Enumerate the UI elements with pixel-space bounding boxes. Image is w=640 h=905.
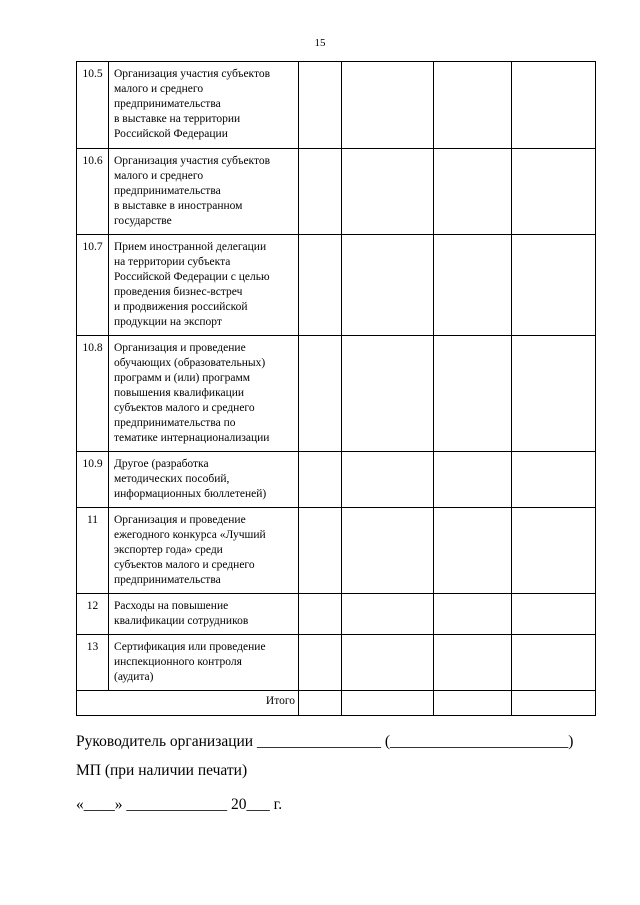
table-row: [77, 149, 596, 235]
description-line: методических пособий,: [114, 473, 230, 485]
row-number: 10.6: [77, 149, 109, 235]
table-row: [77, 508, 596, 594]
description-line: Организация и проведение: [114, 342, 246, 354]
head-signature-line: [76, 733, 573, 751]
row-description: [109, 336, 299, 452]
table-cell-empty: [512, 691, 596, 716]
head-name-blank: (_______________________): [384, 733, 574, 750]
date-line: «____» _____________ 20___ г.: [76, 796, 283, 813]
row-number: 10.5: [77, 62, 109, 149]
cost-table: [76, 61, 596, 716]
table-cell-empty: [512, 508, 596, 594]
description-line: ежегодного конкурса «Лучший: [114, 529, 266, 541]
table-cell-empty: [434, 691, 512, 716]
description-line: предпринимательства по: [114, 417, 236, 429]
total-row: [77, 691, 596, 716]
table-cell-empty: [434, 452, 512, 508]
row-description: [109, 62, 299, 149]
row-number: 10.8: [77, 336, 109, 452]
table-cell-empty: [299, 336, 342, 452]
table-row: [77, 62, 596, 149]
head-label: Руководитель организации: [76, 733, 254, 750]
description-line: государстве: [114, 215, 172, 227]
table-cell-empty: [342, 691, 434, 716]
row-description: [109, 149, 299, 235]
description-line: (аудита): [114, 671, 154, 683]
description-line: в выставке на территории: [114, 113, 241, 125]
description-line: малого и среднего: [114, 170, 204, 182]
description-line: продукции на экспорт: [114, 316, 222, 328]
table-cell-empty: [299, 149, 342, 235]
description-line: информационных бюллетеней): [114, 488, 267, 500]
description-line: повышения квалификации: [114, 387, 245, 399]
table-cell-empty: [512, 149, 596, 235]
table-cell-empty: [299, 62, 342, 149]
description-line: и продвижения российской: [114, 301, 248, 313]
description-line: Организация и проведение: [114, 514, 246, 526]
description-line: Российской Федерации: [114, 128, 228, 140]
table-cell-empty: [512, 635, 596, 691]
table-cell-empty: [434, 62, 512, 149]
description-line: субъектов малого и среднего: [114, 402, 255, 414]
table-cell-empty: [434, 594, 512, 635]
table-cell-empty: [512, 235, 596, 336]
page-number: 15: [314, 37, 326, 49]
table-cell-empty: [342, 508, 434, 594]
table-cell-empty: [434, 635, 512, 691]
table-cell-empty: [299, 635, 342, 691]
row-number: 11: [77, 508, 109, 594]
description-line: экспортер года» среди: [114, 544, 223, 556]
description-line: квалификации сотрудников: [114, 615, 249, 627]
table-cell-empty: [434, 235, 512, 336]
description-line: обучающих (образовательных): [114, 357, 266, 369]
head-signature-blank: ________________: [256, 733, 381, 750]
table-cell-empty: [342, 149, 434, 235]
description-line: малого и среднего: [114, 83, 204, 95]
table-cell-empty: [512, 62, 596, 149]
table-cell-empty: [512, 336, 596, 452]
table-row: [77, 594, 596, 635]
table-cell-empty: [434, 336, 512, 452]
description-line: Российской Федерации с целью: [114, 271, 270, 283]
table-cell-empty: [342, 235, 434, 336]
description-line: субъектов малого и среднего: [114, 559, 255, 571]
description-line: проведения бизнес-встреч: [114, 286, 243, 298]
table-cell-empty: [299, 235, 342, 336]
description-line: Другое (разработка: [114, 458, 209, 470]
table-cell-empty: [299, 452, 342, 508]
description-line: предпринимательства: [114, 574, 221, 586]
row-description: [109, 508, 299, 594]
table-row: [77, 452, 596, 508]
description-line: в выставке в иностранном: [114, 200, 243, 212]
table-row: [77, 336, 596, 452]
row-description: [109, 635, 299, 691]
total-label: Итого: [77, 691, 299, 716]
table-cell-empty: [342, 635, 434, 691]
table-cell-empty: [342, 336, 434, 452]
description-line: программ и (или) программ: [114, 372, 251, 384]
table-cell-empty: [342, 452, 434, 508]
row-number: 13: [77, 635, 109, 691]
row-number: 10.9: [77, 452, 109, 508]
table-cell-empty: [299, 691, 342, 716]
description-line: Прием иностранной делегации: [114, 241, 267, 253]
row-number: 10.7: [77, 235, 109, 336]
table-row: [77, 635, 596, 691]
table-cell-empty: [512, 594, 596, 635]
description-line: тематике интернационализации: [114, 432, 270, 444]
description-line: на территории субъекта: [114, 256, 231, 268]
description-line: предпринимательства: [114, 98, 221, 110]
description-line: инспекционного контроля: [114, 656, 242, 668]
description-line: Сертификация или проведение: [114, 641, 266, 653]
stamp-label: МП (при наличии печати): [76, 762, 248, 779]
description-line: Организация участия субъектов: [114, 155, 271, 167]
table-cell-empty: [342, 62, 434, 149]
table-cell-empty: [434, 149, 512, 235]
table-row: [77, 235, 596, 336]
description-line: Организация участия субъектов: [114, 68, 271, 80]
row-number: 12: [77, 594, 109, 635]
table-cell-empty: [299, 594, 342, 635]
table-cell-empty: [434, 508, 512, 594]
description-line: Расходы на повышение: [114, 600, 229, 612]
row-description: [109, 452, 299, 508]
row-description: [109, 235, 299, 336]
table-cell-empty: [299, 508, 342, 594]
table-cell-empty: [512, 452, 596, 508]
description-line: предпринимательства: [114, 185, 221, 197]
table-cell-empty: [342, 594, 434, 635]
row-description: [109, 594, 299, 635]
